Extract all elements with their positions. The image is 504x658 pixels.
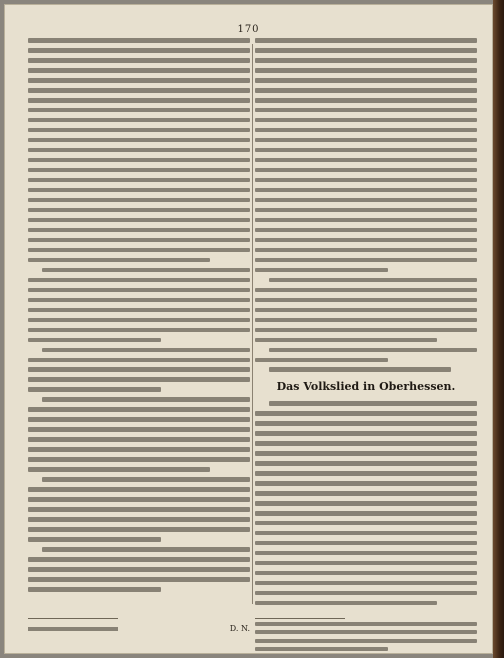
- left-paragraph-6: [28, 547, 250, 592]
- footnote-right: [255, 622, 477, 656]
- right-paragraph-4: [255, 367, 477, 372]
- left-paragraph-4: [28, 397, 250, 471]
- right-paragraph-3: [255, 348, 477, 363]
- book-binding-edge: [493, 0, 504, 658]
- right-paragraph-1: [255, 38, 477, 272]
- left-paragraph-5: [28, 477, 250, 542]
- left-paragraph-3: [28, 348, 250, 393]
- right-column: [255, 38, 477, 611]
- left-paragraph-1: [28, 38, 250, 262]
- footnote-initials: D. N.: [229, 624, 250, 633]
- right-paragraph-5: [255, 401, 477, 605]
- right-paragraph-2: [255, 278, 477, 343]
- left-column: [28, 38, 250, 597]
- footnote-left-text: [28, 627, 118, 631]
- left-paragraph-2: [28, 268, 250, 342]
- footnote-left: [28, 624, 250, 633]
- scanned-page: [4, 4, 493, 654]
- column-divider: [252, 44, 253, 604]
- section-heading: Das Volkslied in Oberhessen.: [276, 380, 456, 394]
- page-number: 170: [237, 24, 260, 35]
- footnote-rule-left: [28, 618, 118, 619]
- footnote-rule-right: [255, 618, 345, 619]
